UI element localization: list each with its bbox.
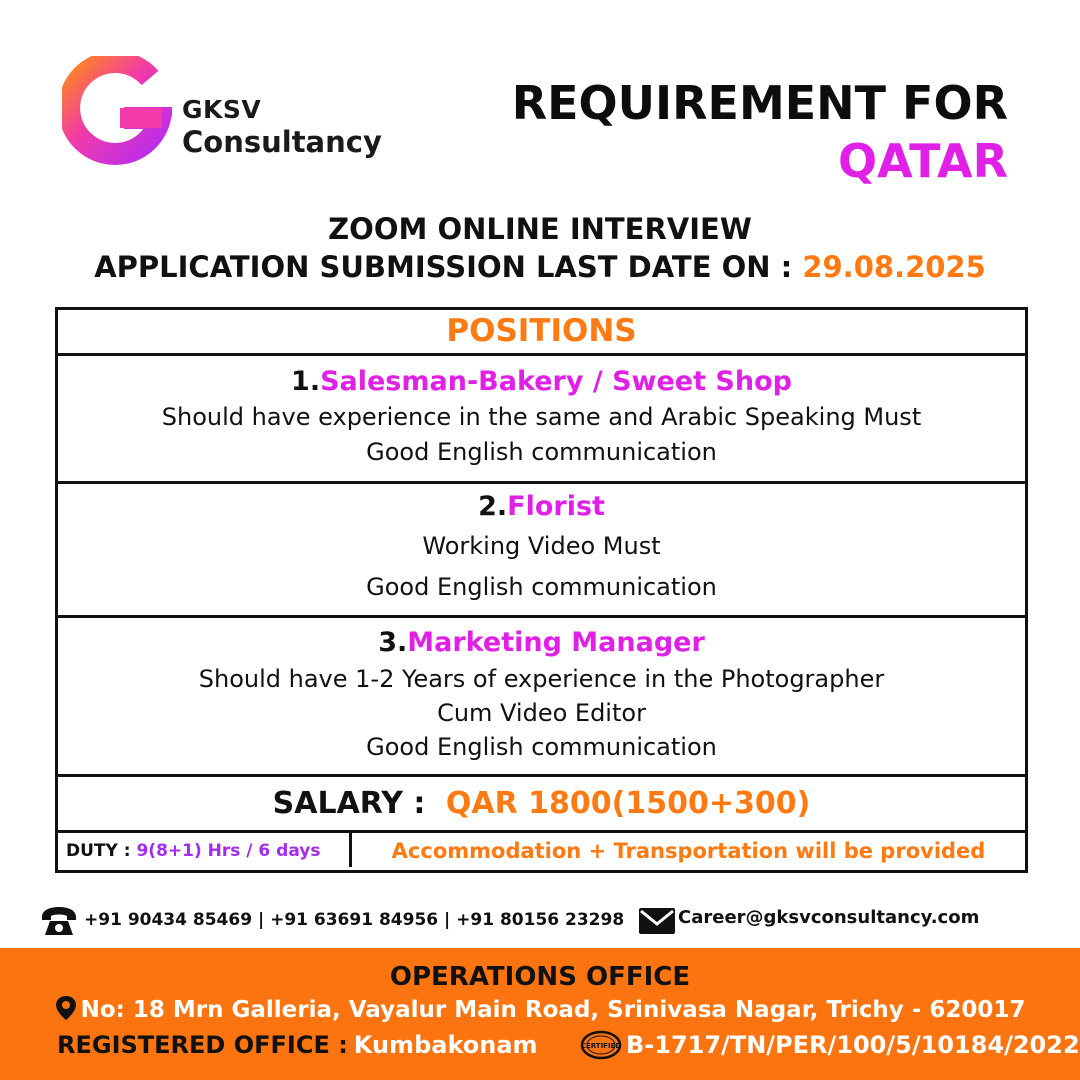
positions-table: [55, 307, 1028, 873]
phone-icon: [40, 905, 78, 937]
registered-office-label: REGISTERED OFFICE :: [57, 1031, 348, 1059]
salary-value: QAR 1800(1500+300): [445, 786, 811, 821]
positions-header-label: POSITIONS: [446, 313, 637, 349]
perks-cell: Accommodation + Transportation will be provided: [391, 839, 986, 863]
positions-header: [58, 310, 1025, 356]
salary-row: [58, 777, 1025, 833]
position-name: Marketing Manager: [407, 627, 705, 658]
license-number: B-1717/TN/PER/100/5/10184/2022: [626, 1031, 1080, 1059]
position-row: [58, 484, 1025, 618]
duty-label: DUTY :: [66, 841, 131, 861]
duty-cell: [58, 833, 352, 867]
location-pin-icon: [55, 995, 77, 1021]
footer: [0, 948, 1080, 1080]
position-requirement: Good English communication: [366, 733, 717, 761]
position-title: [58, 364, 1025, 400]
headline: [512, 74, 1008, 190]
brand-logo: [62, 56, 172, 166]
email-link[interactable]: Career@gksvconsultancy.com: [678, 907, 980, 928]
position-requirement: Good English communication: [366, 438, 717, 466]
headline-country: QATAR: [838, 134, 1008, 188]
headline-title: REQUIREMENT FOR: [511, 76, 1008, 130]
certified-stamp-icon: [580, 1030, 622, 1060]
operations-office-title: OPERATIONS OFFICE: [389, 962, 691, 992]
position-title: [58, 624, 1025, 662]
license-info: [580, 1028, 1080, 1062]
duty-value: 9(8+1) Hrs / 6 days: [136, 841, 321, 861]
position-requirement: Cum Video Editor: [437, 699, 646, 727]
position-row: [58, 618, 1025, 777]
position-number: 1.: [291, 366, 321, 397]
position-number: 3.: [378, 627, 408, 658]
deadline-date: 29.08.2025: [802, 250, 986, 284]
position-requirement: Working Video Must: [422, 532, 661, 560]
brand-name-line1: GKSV: [182, 95, 262, 124]
registered-office: [57, 1028, 538, 1062]
position-requirement: Good English communication: [366, 573, 717, 601]
contact-bar: [40, 902, 1050, 938]
stamp-text: CERTIFIED: [580, 1042, 622, 1050]
deadline-line: [0, 248, 1080, 286]
brand-name-line2: Consultancy: [182, 125, 382, 159]
brand-name: [182, 94, 382, 158]
mail-icon: [638, 907, 676, 935]
position-requirement: Should have 1-2 Years of experience in the Photographer: [198, 665, 885, 693]
deadline-label: APPLICATION SUBMISSION LAST DATE ON :: [94, 250, 793, 284]
position-row: [58, 356, 1025, 484]
position-title: [58, 488, 1025, 526]
position-number: 2.: [478, 491, 508, 522]
office-address: [0, 994, 1080, 1026]
gksv-g-logo-icon: [62, 56, 172, 166]
phone-numbers[interactable]: +91 90434 85469 | +91 63691 84956 | +91 80156 23298: [84, 910, 625, 930]
position-name: Florist: [507, 491, 605, 522]
address-text: No: 18 Mrn Galleria, Vayalur Main Road, Srinivasa Nagar, Trichy - 620017: [80, 997, 1026, 1023]
interview-mode: ZOOM ONLINE INTERVIEW: [328, 212, 752, 246]
duty-row: [58, 833, 1025, 870]
position-name: Salesman-Bakery / Sweet Shop: [320, 366, 792, 397]
position-requirement: Should have experience in the same and Arabic Speaking Must: [161, 403, 922, 431]
registered-office-value: Kumbakonam: [353, 1031, 538, 1059]
salary-label: SALARY :: [272, 786, 426, 821]
